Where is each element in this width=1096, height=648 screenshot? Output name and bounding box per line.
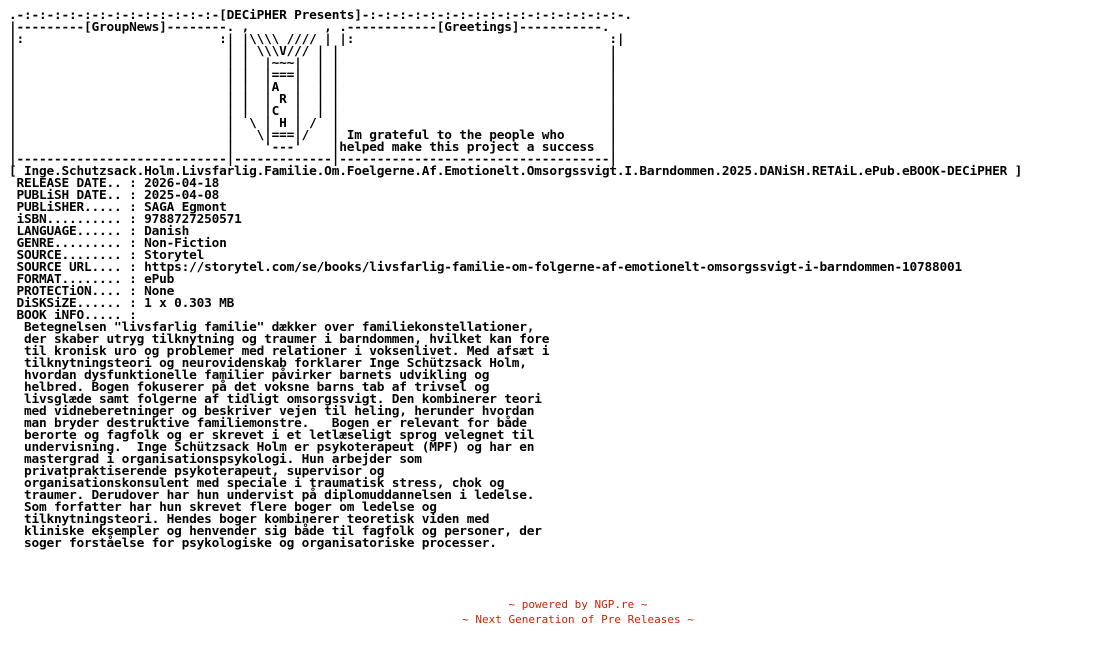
book-info-line: mastergrad i organisationspsykologi. Hun arbejder som xyxy=(9,452,422,467)
nfo-art-line: |: :| |\\\\ //// | |: :| xyxy=(9,32,625,47)
book-info-line: tilknytningsteori og neurovidenskab forklarer Inge Schützsack Holm, xyxy=(9,356,527,371)
publish-date-row: PUBLiSH DATE.. : 2025-04-08 xyxy=(9,188,220,203)
book-info-line: med vidneberetninger og beskriver vejen til heling, herunder hvordan xyxy=(9,404,535,419)
book-info-line: kliniske eksempler og henvender sig både til fagfolk og personer, der xyxy=(9,524,542,539)
book-info-line: berorte og fagfolk og er skrevet i et letlæseligt sprog velegnet til xyxy=(9,428,535,443)
nfo-art-line: | | | |===| | | | xyxy=(9,68,617,83)
language-row: LANGUAGE...... : Danish xyxy=(9,224,190,239)
release-name: [ Inge.Schutzsack.Holm.Livsfarlig.Familie.Om.Foelgerne.Af.Emotionelt.Omsorgssvigt.I.Barndommen.2025.DANiSH.RETAiL.ePub.eBOOK-DECiPHER ] xyxy=(9,164,1023,179)
nfo-art-line: | | | |C | | | | xyxy=(9,104,617,119)
book-info-line: livsglæde samt folgerne af tidligt omsorgssvigt. Den kombinerer teori xyxy=(9,392,542,407)
source-row: SOURCE........ : Storytel xyxy=(9,248,205,263)
tagline-text: ~ Next Generation of Pre Releases ~ xyxy=(462,613,694,626)
book-info-line: tilknytningsteori. Hendes boger kombinerer teoretisk viden med xyxy=(9,512,490,527)
disksize-row: DiSKSiZE...... : 1 x 0.303 MB xyxy=(9,296,235,311)
book-info-line: der skaber utryg tilknytning og traumer i barndommen, hvilket kan fore xyxy=(9,332,550,347)
nfo-box-title-line: |---------[GroupNews]--------. , , .------------[Greetings]-----------. xyxy=(9,20,610,35)
nfo-art-line: | | | \\\V/// | | | xyxy=(9,44,617,59)
book-info-line: organisationskonsulent med speciale i traumatisk stress, chok og xyxy=(9,476,505,491)
protection-row: PROTECTiON.... : None xyxy=(9,284,175,299)
footer xyxy=(0,597,1096,627)
nfo-art-line: | | \ | H | / | | xyxy=(9,116,617,131)
nfo-art-line: | | | |A | | | | xyxy=(9,80,617,95)
genre-row: GENRE......... : Non-Fiction xyxy=(9,236,227,251)
book-info-line: man bryder destruktive familiemonstre. Bogen er relevant for både xyxy=(9,416,527,431)
format-row: FORMAT........ : ePub xyxy=(9,272,175,287)
book-info-line: soger forståelse for psykologiske og organisatoriske processer. xyxy=(9,536,497,551)
nfo-greetings-line: | | '---' |helped make this project a success | xyxy=(9,140,617,155)
book-info-line: til kronisk uro og problemer med relationer i voksenlivet. Med afsæt i xyxy=(9,344,550,359)
release-date-row: RELEASE DATE.. : 2026-04-18 xyxy=(9,176,220,191)
publisher-row: PUBLiSHER..... : SAGA Egmont xyxy=(9,200,227,215)
book-info-line: privatpraktiserende psykoterapeut, supervisor og xyxy=(9,464,385,479)
book-info-line: hvordan dysfunktionelle familier påvirker barnets udvikling og xyxy=(9,368,490,383)
nfo-header-line: .-:-:-:-:-:-:-:-:-:-:-:-:-:-[DECiPHER Presents]-:-:-:-:-:-:-:-:-:-:-:-:-:-:-:-:-:-. xyxy=(9,8,632,23)
nfo-greetings-line: | | \|===|/ | Im grateful to the people who | xyxy=(9,128,617,143)
book-info-line: helbred. Bogen fokuserer på det voksne barns tab af trivsel og xyxy=(9,380,490,395)
isbn-row: iSBN.......... : 9788727250571 xyxy=(9,212,242,227)
book-info-line: Betegnelsen "livsfarlig familie" dækker over familiekonstellationer, xyxy=(9,320,535,335)
nfo-art-line: | | | |~~~| | | | xyxy=(9,56,617,71)
powered-by-text: ~ powered by NGP.re ~ xyxy=(508,598,648,611)
nfo-art-line: | | | | R | | | | xyxy=(9,92,617,107)
book-info-line: undervisning. Inge Schützsack Holm er psykoterapeut (MPF) og har en xyxy=(9,440,535,455)
book-info-line: Som forfatter har hun skrevet flere boger om ledelse og xyxy=(9,500,437,515)
nfo-text-block xyxy=(9,10,1022,550)
book-info-label: BOOK iNFO..... : xyxy=(9,308,137,323)
book-info-line: traumer. Derudover har hun undervist på diplomuddannelsen i ledelse. xyxy=(9,488,535,503)
nfo-box-bottom-line: |----------------------------|-------------|------------------------------------| xyxy=(9,152,617,167)
source-url-row: SOURCE URL.... : https://storytel.com/se/books/livsfarlig-familie-om-folgerne-af-emotionelt-omsorgssvigt-i-barndommen-10788001 xyxy=(9,260,963,275)
